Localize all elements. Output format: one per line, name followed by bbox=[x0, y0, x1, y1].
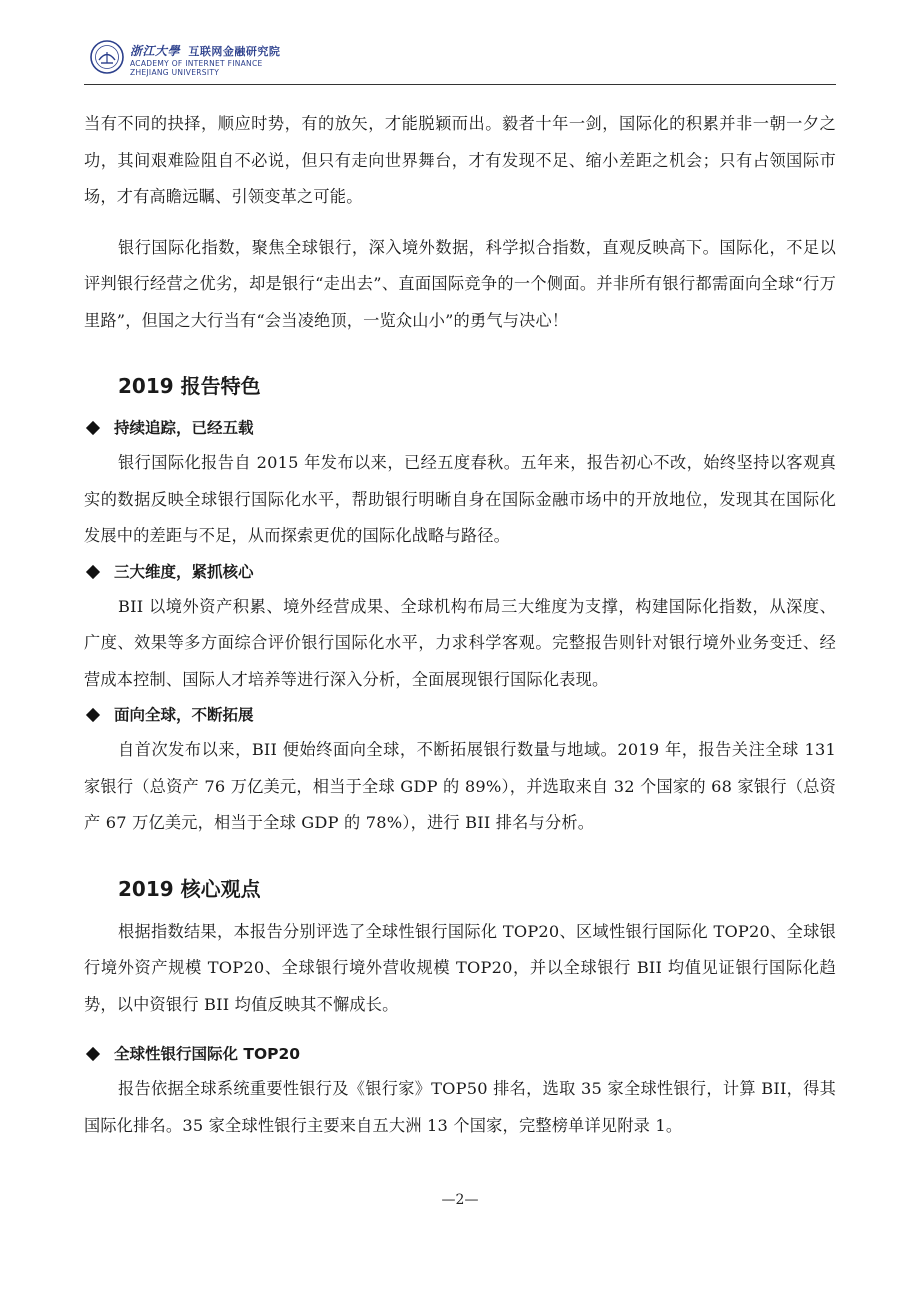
intro-paragraph-1: 当有不同的抉择，顺应时势，有的放矢，才能脱颖而出。毅者十年一剑，国际化的积累并非一朝一夕之功，其间艰难险阻自不必说，但只有走向世界舞台，才有发现不足、缩小差距之机会；只有占领国际市场，才有高瞻远瞩、引领变革之可能。 bbox=[84, 114, 836, 206]
section-title-core-views: 2019 核心观点 bbox=[118, 876, 261, 901]
university-seal-icon bbox=[90, 40, 124, 74]
university-english-name: ZHEJIANG UNIVERSITY bbox=[130, 68, 220, 77]
core-paragraph: 报告依据全球系统重要性银行及《银行家》TOP50 排名，选取 35 家全球性银行，计算 BII，得其国际化排名。35 家全球性银行主要来自五大洲 13 个国家，完整榜单详见附录 1。 bbox=[84, 1079, 836, 1135]
core-heading-text: 全球性银行国际化 TOP20 bbox=[114, 1045, 301, 1063]
feature-heading-text: 面向全球，不断拓展 bbox=[114, 706, 254, 724]
page-number: —2— bbox=[441, 1192, 479, 1208]
feature-heading-text: 三大维度，紧抓核心 bbox=[114, 562, 254, 581]
feature-heading bbox=[84, 555, 836, 589]
intro-paragraph-2: 银行国际化指数，聚焦全球银行，深入境外数据，科学拟合指数，直观反映高下。国际化，不足以评判银行经营之优劣，却是银行“走出去”、直面国际竞争的一个侧面。并非所有银行都需面向全球“行万里路”，但国之大行当有“会当凌绝顶，一览众山小”的勇气与决心！ bbox=[84, 237, 836, 330]
feature-heading-text: 持续追踪，已经五载 bbox=[114, 419, 254, 437]
core-heading bbox=[84, 1037, 836, 1071]
section-title-features: 2019 报告特色 bbox=[118, 374, 261, 398]
feature-heading bbox=[84, 411, 836, 445]
feature-paragraph: 自首次发布以来，BII 便始终面向全球，不断拓展银行数量与地域。2019 年，报告关注全球 131 家银行（总资产 76 万亿美元，相当于全球 GDP 的 89%），并选取来自 32 个国家的 68 家银行（总资产 67 万亿美元，相当于全球 GDP 的 78%），进行 BII 排名与分析。 bbox=[84, 740, 836, 832]
diamond-bullet-icon bbox=[86, 1047, 100, 1061]
university-name: 浙江大學 bbox=[130, 44, 181, 58]
core-intro-paragraph: 根据指数结果，本报告分别评选了全球性银行国际化 TOP20、区域性银行国际化 TOP20、全球银行境外资产规模 TOP20、全球银行境外营收规模 TOP20，并以全球银行 BII 均值见证银行国际化趋势，以中资银行 BII 均值反映其不懈成长。 bbox=[84, 921, 836, 1014]
page-header bbox=[84, 38, 836, 84]
institute-name: 互联网金融研究院 bbox=[188, 45, 281, 58]
feature-paragraph: BII 以境外资产积累、境外经营成果、全球机构布局三大维度为支撑，构建国际化指数，从深度、广度、效果等多方面综合评价银行国际化水平，力求科学客观。完整报告则针对银行境外业务变迁、经营成本控制、国际人才培养等进行深入分析，全面展现银行国际化表现。 bbox=[84, 596, 836, 689]
institute-english-name: ACADEMY OF INTERNET FINANCE bbox=[130, 59, 263, 68]
diamond-bullet-icon bbox=[86, 421, 100, 435]
diamond-bullet-icon bbox=[86, 564, 100, 578]
diamond-bullet-icon bbox=[86, 708, 100, 722]
header-divider bbox=[84, 84, 836, 85]
feature-heading bbox=[84, 698, 836, 732]
feature-paragraph: 银行国际化报告自 2015 年发布以来，已经五度春秋。五年来，报告初心不改，始终坚持以客观真实的数据反映全球银行国际化水平，帮助银行明晰自身在国际金融市场中的开放地位，发现其在国际化发展中的差距与不足，从而探索更优的国际化战略与路径。 bbox=[84, 453, 836, 545]
page-content bbox=[84, 106, 836, 1144]
institute-logo-text bbox=[130, 42, 280, 77]
